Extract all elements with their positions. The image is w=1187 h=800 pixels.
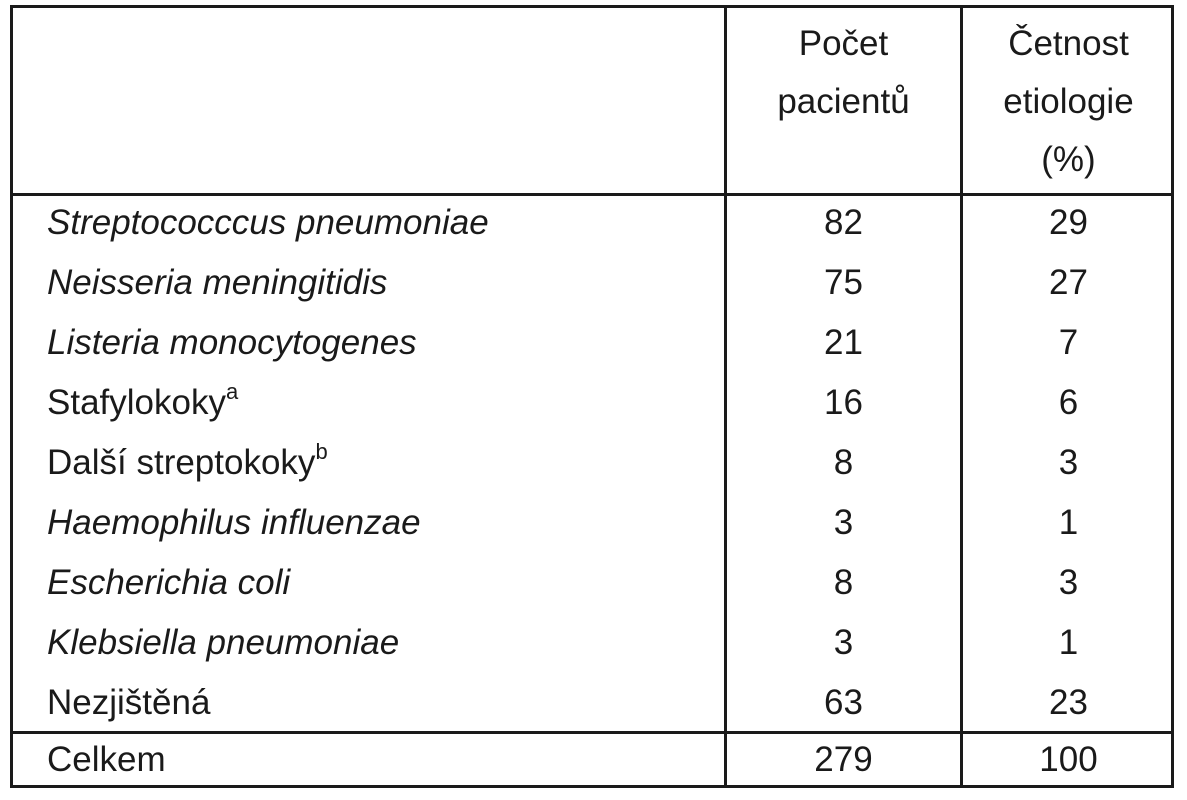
header-freq-line1: Četnost bbox=[1008, 24, 1129, 63]
header-freq-line3: (%) bbox=[1041, 140, 1096, 179]
row-name bbox=[47, 253, 387, 313]
row-freq: 27 bbox=[1049, 263, 1088, 302]
row-freq: 29 bbox=[1049, 203, 1088, 242]
footnote-marker: b bbox=[315, 439, 328, 465]
row-name-text: Neisseria meningitidis bbox=[47, 263, 388, 302]
header-count-line2: pacientů bbox=[777, 82, 910, 121]
row-count: 16 bbox=[824, 383, 863, 422]
row-freq: 7 bbox=[1058, 323, 1079, 362]
row-freq: 23 bbox=[1049, 683, 1088, 722]
row-name bbox=[47, 433, 328, 493]
row-name-text: Escherichia coli bbox=[47, 563, 291, 602]
row-name bbox=[47, 673, 210, 733]
row-name-text: Haemophilus influenzae bbox=[47, 503, 421, 542]
row-count: 8 bbox=[833, 443, 854, 482]
row-name-text: Klebsiella pneumoniae bbox=[47, 623, 400, 662]
row-count: 21 bbox=[824, 323, 863, 362]
row-count: 3 bbox=[833, 623, 854, 662]
row-freq: 1 bbox=[1058, 503, 1079, 542]
row-count: 75 bbox=[824, 263, 863, 302]
row-name-text: Streptococccus pneumoniae bbox=[47, 203, 489, 242]
total-label: Celkem bbox=[47, 740, 166, 779]
row-name-text: Nezjištěná bbox=[47, 683, 211, 722]
row-name bbox=[47, 373, 238, 433]
row-count: 63 bbox=[824, 683, 863, 722]
row-name bbox=[47, 313, 417, 373]
row-freq: 1 bbox=[1058, 623, 1079, 662]
row-freq: 3 bbox=[1058, 563, 1079, 602]
total-count: 279 bbox=[814, 740, 873, 779]
total-freq: 100 bbox=[1039, 740, 1098, 779]
row-name bbox=[47, 193, 489, 253]
row-name-text: Stafylokoky bbox=[47, 383, 226, 422]
row-freq: 6 bbox=[1058, 383, 1079, 422]
header-count-line1: Počet bbox=[798, 24, 889, 63]
row-name bbox=[47, 553, 290, 613]
row-name-text: Listeria monocytogenes bbox=[47, 323, 417, 362]
header-freq-line2: etiologie bbox=[1003, 82, 1134, 121]
row-name-text: Další streptokoky bbox=[47, 443, 316, 482]
etiology-table bbox=[10, 5, 1174, 788]
footnote-marker: a bbox=[225, 379, 239, 405]
row-count: 8 bbox=[833, 563, 854, 602]
row-name bbox=[47, 613, 399, 673]
row-count: 3 bbox=[833, 503, 854, 542]
row-name bbox=[47, 493, 421, 553]
row-freq: 3 bbox=[1058, 443, 1079, 482]
row-count: 82 bbox=[824, 203, 863, 242]
